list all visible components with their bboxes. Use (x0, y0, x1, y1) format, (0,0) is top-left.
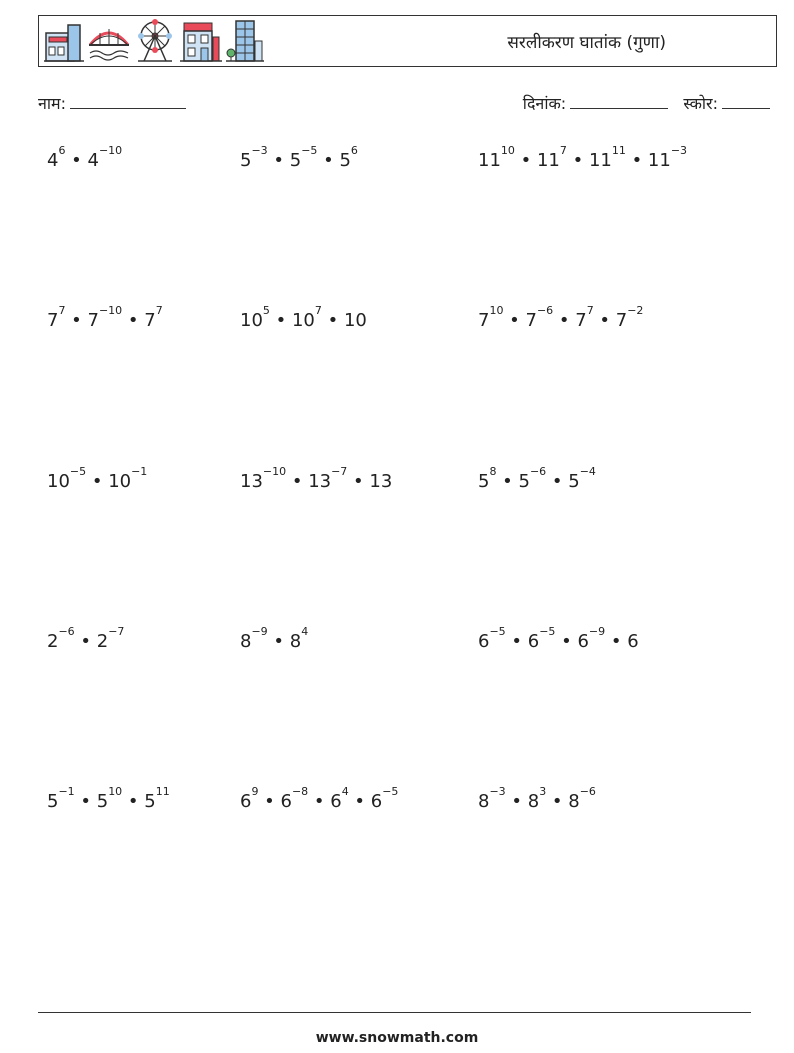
multiply-dot: • (566, 150, 589, 171)
multiply-dot: • (122, 791, 145, 812)
multiply-dot: • (258, 791, 281, 812)
base: 8 (240, 631, 252, 652)
exponent: −9 (588, 625, 606, 638)
name-blank[interactable] (70, 94, 186, 109)
multiply-dot: • (505, 631, 528, 652)
exponent: −3 (251, 144, 268, 157)
exponent: 9 (251, 785, 259, 798)
problem-11 (240, 625, 309, 652)
exponent: 10 (108, 785, 123, 798)
base: 4 (87, 150, 99, 171)
problem-2 (240, 144, 358, 171)
exponent: 10 (489, 304, 504, 317)
multiply-dot: • (122, 310, 145, 331)
exponent: 11 (155, 785, 170, 798)
exponent: 6 (58, 144, 66, 157)
base: 6 (577, 631, 589, 652)
base: 7 (47, 310, 59, 331)
base: 2 (47, 631, 59, 652)
exponent: −1 (58, 785, 75, 798)
base: 7 (525, 310, 537, 331)
exponent: 5 (262, 304, 270, 317)
exponent: −3 (670, 144, 688, 157)
multiply-dot: • (348, 791, 371, 812)
base: 6 (330, 791, 342, 812)
exponent: −7 (331, 465, 348, 478)
date-label: दिनांक: (522, 94, 567, 113)
name-label: नाम: (38, 94, 66, 113)
building-icon (44, 19, 84, 63)
multiply-dot: • (553, 310, 576, 331)
multiply-dot: • (65, 150, 88, 171)
exponent: −5 (382, 785, 399, 798)
multiply-dot: • (317, 150, 340, 171)
problem-3 (478, 144, 688, 171)
base: 10 (47, 471, 70, 492)
multiply-dot: • (308, 791, 331, 812)
problem-1 (47, 144, 123, 171)
base: 10 (343, 310, 367, 331)
base: 7 (575, 310, 587, 331)
base: 8 (527, 791, 540, 812)
problem-13 (47, 785, 170, 812)
exponent: −10 (98, 144, 123, 157)
date-blank[interactable] (570, 94, 668, 109)
base: 13 (369, 471, 393, 492)
base: 6 (280, 791, 292, 812)
multiply-dot: • (496, 471, 519, 492)
problem-6 (478, 304, 644, 331)
base: 10 (108, 471, 132, 492)
exponent: −6 (579, 785, 596, 798)
worksheet-title: सरलीकरण घातांक (गुणा) (507, 33, 666, 53)
exponent: 6 (350, 144, 358, 157)
exponent: −1 (131, 465, 148, 478)
base: 6 (370, 791, 383, 812)
base: 5 (339, 150, 351, 171)
problem-4 (47, 304, 163, 331)
problem-8 (240, 465, 393, 492)
base: 6 (527, 631, 540, 652)
multiply-dot: • (625, 150, 648, 171)
footer-divider (38, 1012, 751, 1013)
base: 13 (308, 471, 332, 492)
multiply-dot: • (514, 150, 537, 171)
base: 11 (536, 150, 560, 171)
exponent: 4 (301, 625, 309, 638)
exponent: −2 (627, 304, 644, 317)
exponent: −6 (529, 465, 547, 478)
exponent: −4 (579, 465, 596, 478)
problem-12 (478, 625, 639, 652)
base: 6 (478, 631, 490, 652)
multiply-dot: • (555, 631, 578, 652)
base: 5 (144, 791, 156, 812)
problem-7 (47, 465, 148, 492)
exponent: 4 (341, 785, 349, 798)
base: 13 (240, 471, 263, 492)
exponent: 11 (611, 144, 626, 157)
exponent: −6 (536, 304, 554, 317)
base: 5 (47, 791, 59, 812)
multiply-dot: • (74, 791, 97, 812)
office-tower-icon (226, 19, 264, 63)
base: 5 (240, 150, 252, 171)
name-field (38, 92, 186, 114)
exponent: 7 (559, 144, 567, 157)
exponent: −9 (251, 625, 268, 638)
multiply-dot: • (86, 471, 109, 492)
multiply-dot: • (286, 471, 309, 492)
multiply-dot: • (605, 631, 628, 652)
exponent: 7 (314, 304, 322, 317)
score-blank[interactable] (722, 94, 770, 109)
exponent: −6 (58, 625, 75, 638)
exponent: −3 (489, 785, 506, 798)
exponent: −10 (262, 465, 287, 478)
multiply-dot: • (267, 150, 290, 171)
problem-5 (240, 304, 367, 331)
problem-10 (47, 625, 125, 652)
multiply-dot: • (321, 310, 344, 331)
multiply-dot: • (546, 791, 569, 812)
base: 5 (518, 471, 530, 492)
base: 8 (478, 791, 490, 812)
multiply-dot: • (503, 310, 526, 331)
base: 6 (240, 791, 252, 812)
multiply-dot: • (593, 310, 616, 331)
base: 6 (627, 631, 639, 652)
exponent: −5 (539, 625, 556, 638)
multiply-dot: • (74, 631, 97, 652)
multiply-dot: • (505, 791, 528, 812)
base: 8 (568, 791, 580, 812)
exponent: −5 (489, 625, 506, 638)
exponent: 7 (586, 304, 594, 317)
base: 5 (568, 471, 580, 492)
exponent: −10 (98, 304, 123, 317)
multiply-dot: • (347, 471, 370, 492)
base: 5 (96, 791, 109, 812)
exponent: 10 (500, 144, 515, 157)
exponent: 3 (539, 785, 547, 798)
exponent: −8 (291, 785, 309, 798)
problem-14 (240, 785, 399, 812)
exponent: 8 (489, 465, 497, 478)
ferris-wheel-icon (134, 19, 176, 63)
exponent: −5 (69, 465, 87, 478)
base: 7 (144, 310, 156, 331)
base: 11 (647, 150, 671, 171)
exponent: −7 (108, 625, 125, 638)
exponent: −5 (301, 144, 318, 157)
base: 7 (478, 310, 490, 331)
base: 5 (478, 471, 490, 492)
house-icon (180, 19, 222, 63)
base: 11 (588, 150, 612, 171)
base: 2 (96, 631, 109, 652)
worksheet-header (38, 15, 777, 67)
exponent: 7 (58, 304, 66, 317)
problem-9 (478, 465, 596, 492)
bridge-icon (88, 19, 130, 63)
multiply-dot: • (267, 631, 290, 652)
base: 10 (240, 310, 263, 331)
base: 10 (291, 310, 315, 331)
problem-15 (478, 785, 596, 812)
multiply-dot: • (546, 471, 569, 492)
score-label: स्कोर: (683, 94, 718, 113)
date-score-field (523, 92, 770, 114)
multiply-dot: • (65, 310, 88, 331)
base: 4 (47, 150, 59, 171)
base: 11 (478, 150, 501, 171)
base: 5 (289, 150, 302, 171)
multiply-dot: • (269, 310, 292, 331)
header-icons (44, 19, 264, 63)
base: 7 (615, 310, 628, 331)
footer-url: www.snowmath.com (315, 1030, 479, 1046)
base: 8 (289, 631, 302, 652)
base: 7 (87, 310, 99, 331)
exponent: 7 (155, 304, 163, 317)
